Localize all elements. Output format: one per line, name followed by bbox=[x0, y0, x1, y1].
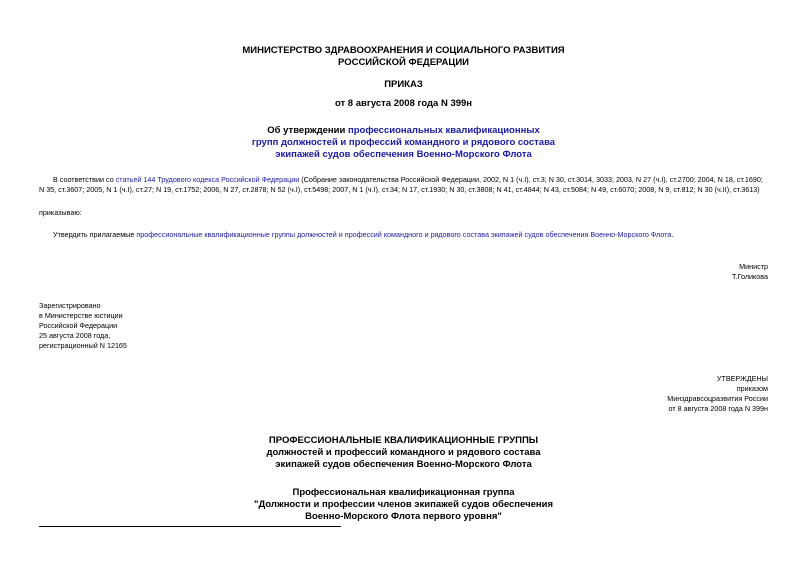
registration-line: 25 августа 2008 года, bbox=[39, 331, 111, 340]
registration-line: регистрационный N 12165 bbox=[39, 341, 127, 350]
signature-name: Т.Голикова bbox=[731, 272, 768, 281]
group-title-line-3: Военно-Морского Флота первого уровня" bbox=[305, 511, 502, 522]
approved-line: от 8 августа 2008 года N 399н bbox=[668, 404, 768, 413]
order-label: ПРИКАЗ bbox=[384, 79, 423, 90]
ministry-line-2: РОССИЙСКОЙ ФЕДЕРАЦИИ bbox=[337, 57, 469, 68]
registration-line: Российской Федерации bbox=[39, 321, 118, 330]
article-link[interactable]: статьей 144 Трудового кодекса Российской Федерации bbox=[115, 175, 300, 184]
approved-line: УТВЕРЖДЕНЫ bbox=[716, 374, 768, 383]
order-word: приказываю: bbox=[39, 208, 82, 217]
registration-line: Зарегистрировано bbox=[39, 301, 101, 310]
subject-prefix: Об утверждении bbox=[267, 125, 348, 136]
approved-line: приказом bbox=[736, 384, 768, 393]
preamble bbox=[39, 175, 774, 195]
approve-text-after: . bbox=[671, 230, 674, 239]
registration-block bbox=[39, 301, 127, 351]
footnote-divider bbox=[39, 526, 341, 527]
section-title-line-2: должностей и профессий командного и рядового состава bbox=[266, 447, 541, 458]
subject-line-3[interactable]: экипажей судов обеспечения Военно-Морского Флота bbox=[275, 149, 532, 160]
subject-link[interactable]: профессиональных квалификационных bbox=[347, 125, 540, 136]
section-title-line-3: экипажей судов обеспечения Военно-Морского Флота bbox=[275, 459, 532, 470]
preamble-text: В соответствии со bbox=[53, 175, 116, 184]
signature-position: Министр bbox=[739, 262, 768, 271]
order-subject bbox=[0, 125, 807, 161]
signature bbox=[732, 262, 768, 282]
approved-line: Минздравсоцразвития России bbox=[667, 394, 768, 403]
ministry-title bbox=[0, 45, 807, 69]
ministry-line-1: МИНИСТЕРСТВО ЗДРАВООХРАНЕНИЯ И СОЦИАЛЬНОГО РАЗВИТИЯ bbox=[242, 45, 565, 56]
group-title-line-1: Профессиональная квалификационная группа bbox=[292, 487, 515, 498]
approve-paragraph bbox=[53, 230, 673, 240]
group-title-line-2: "Должности и профессии членов экипажей судов обеспечения bbox=[253, 499, 554, 510]
section-title bbox=[0, 435, 807, 471]
approve-link[interactable]: профессиональные квалификационные группы должностей и профессий командного и рядового состава экипажей судов обеспечения Военно-Морского Флота bbox=[136, 230, 672, 239]
preamble-line-2: N 35, ст.3607; 2005, N 1 (ч.I), ст.27; N 19, ст.1752; 2006, N 27, ст.2878; N 52 (ч.I), ст.5498; 2007, N 1 (ч.I), ст.34; N 17, ст.1930; N 30, ст.3808; N 41, ст.4844; N 43, ст.5084; N 49, ст.6070; 2008, N 9, ст.812; N 30 (ч.II), ст.3613) bbox=[39, 185, 760, 194]
section-title-line-1: ПРОФЕССИОНАЛЬНЫЕ КВАЛИФИКАЦИОННЫЕ ГРУППЫ bbox=[268, 435, 539, 446]
approved-block bbox=[667, 374, 768, 414]
registration-line: в Министерстве юстиции bbox=[39, 311, 123, 320]
group-title bbox=[0, 487, 807, 523]
preamble-text-after: (Собрание законодательства Российской Федерации, 2002, N 1 (ч.I), ст.3; N 30, ст.3014, 3033; 2003, N 27 (ч.I), ст.2700; 2004, N 18, ст.1690; bbox=[299, 175, 763, 184]
order-date: от 8 августа 2008 года N 399н bbox=[334, 98, 473, 109]
approve-text: Утвердить прилагаемые bbox=[53, 230, 137, 239]
subject-line-2[interactable]: групп должностей и профессий командного и рядового состава bbox=[251, 137, 556, 148]
